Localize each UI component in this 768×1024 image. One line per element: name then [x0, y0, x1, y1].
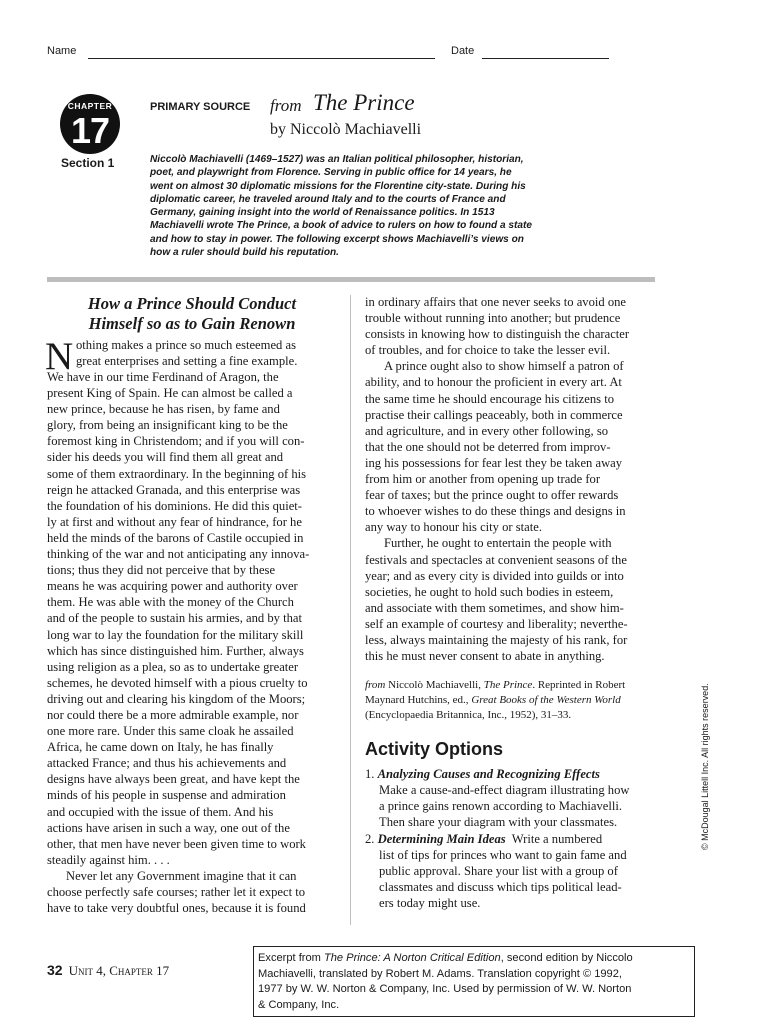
- column-divider: [350, 295, 351, 925]
- primary-source-label: PRIMARY SOURCE: [150, 101, 251, 113]
- page-footer: [47, 962, 169, 979]
- section-label: Section 1: [61, 156, 115, 170]
- name-label: Name: [47, 45, 77, 57]
- chapter-word: CHAPTER: [67, 101, 113, 111]
- date-line: [482, 58, 609, 59]
- title-from: from: [270, 96, 302, 115]
- chapter-number: 17: [70, 110, 110, 151]
- drop-cap: N: [45, 335, 74, 378]
- left-para1-top: othing makes a prince so much esteemed as great enterprises and setting a fine example.: [76, 338, 298, 369]
- side-copyright: © McDougal Littell Inc. All rights reserved.: [700, 683, 710, 850]
- section-divider: [47, 277, 655, 282]
- date-label: Date: [451, 45, 475, 57]
- unit-chapter: Unit 4, Chapter 17: [68, 963, 170, 978]
- article-heading: How a Prince Should Conduct Himself so as to Gain Renown: [87, 294, 297, 333]
- page-number: 32: [47, 962, 63, 978]
- activity-item-2: 2. Determining Main Ideas Write a numbered list of tips for princes who want to gain fame and public approval. Share your list with a group of classmates and discuss which tips political lead- ers today might use.: [365, 832, 627, 911]
- intro-paragraph: Niccolò Machiavelli (1469–1527) was an Italian political philosopher, historian, poet, and playwright from Florence. Serving in public office for 14 years, he went on almost 30 diplomatic missions for the Florentine city-state. During his diplomatic career, he traveled around Italy and to the courts of France and Germany, gaining insight into the world of Renaissance politics. In 1513 Machiavelli wrote The Prince, a book of advice to rulers on how to found a state and how to stay in power. The following excerpt shows Machiavelli’s views on how a ruler should build his reputation.: [150, 154, 532, 259]
- byline: by Niccolò Machiavelli: [270, 121, 422, 138]
- name-line: [88, 58, 435, 59]
- activity-item-1: 1. Analyzing Causes and Recognizing Effects Make a cause-and-effect diagram illustrating how a prince gains renown according to Machiavelli. Then share your diagram with your classmates.: [365, 767, 630, 830]
- activity-options-heading: Activity Options: [365, 739, 504, 759]
- right-column: in ordinary affairs that one never seeks to avoid one trouble without running into another; but prudence consists in knowing how to distinguish the character of troubles, and for choice to take the lesser evil. A prince ought also to show himself a patron of ability, and to honour the proficient in every art. At the same time he should encourage his citizens to practise their callings peaceably, both in commerce and agriculture, and in every other following, so that the one should not be deterred from improv- ing his possessions for fear lest they be taken away from him or another from opening up trade for fear of taxes; but the prince ought to offer rewards to whoever wishes to do these things and designs in any way to honour his city or state. Further, he ought to entertain the people with festivals and spectacles at convenient seasons of the year; and as every city is divided into guilds or into societies, he ought to hold such bodies in esteem, and associate with them sometimes, and show him- self an example of courtesy and liberality; neverthe- less, always maintaining the majesty of his rank, for this he must never consent to abate in anything.: [365, 295, 630, 664]
- left-para1: We have in our time Ferdinand of Aragon, the present King of Spain. He can almost be called a new prince, because he has risen, by fame and glory, from being an insignificant king to be the foremost king in Christendom; and if you will con- sider his deeds you will find them all great and some of them extraordinary. In the beginning of his reign he attacked Granada, and this enterprise was the foundation of his dominions. He did this quiet- ly at first and without any fear of hindrance, for he held the minds of the barons of Castile occupied in thinking of the war and not anticipating any innova- tions; thus they did not perceive that by these means he was acquiring power and authority over them. He was able with the money of the Church and of the people to sustain his armies, and by that long war to lay the foundation for the military skill which has since distinguished him. Further, always using religion as a plea, so as to undertake greater schemes, he devoted himself with a pious cruelty to driving out and clearing his kingdom of the Moors; nor could there be a more admirable example, nor one more rare. Under this same cloak he assailed Africa, he came down on Italy, he has finally attacked France; and thus his achievements and designs have always been great, and have kept the minds of his people in suspense and admiration and occupied with the issue of them. And his actions have arisen in such a way, one out of the other, that men have never been given time to work steadily against him. . . . Never let any Government imagine that it can choose perfectly safe courses; rather let it expect to have to take very doubtful ones, because it is found: [47, 370, 310, 916]
- citation: from Niccolò Machiavelli, The Prince. Reprinted in Robert Maynard Hutchins, ed., Great Books of the Western World (Encyclopaedia Britannica, Inc., 1952), 31–33.: [365, 679, 626, 721]
- copyright-box: Excerpt from The Prince: A Norton Critical Edition, second edition by Niccolo Machiavelli, translated by Robert M. Adams. Translation copyright © 1992, 1977 by W. W. Norton & Company, Inc. Used by permission of W. W. Norton & Company, Inc.: [253, 946, 695, 1017]
- page-title: The Prince: [313, 90, 415, 115]
